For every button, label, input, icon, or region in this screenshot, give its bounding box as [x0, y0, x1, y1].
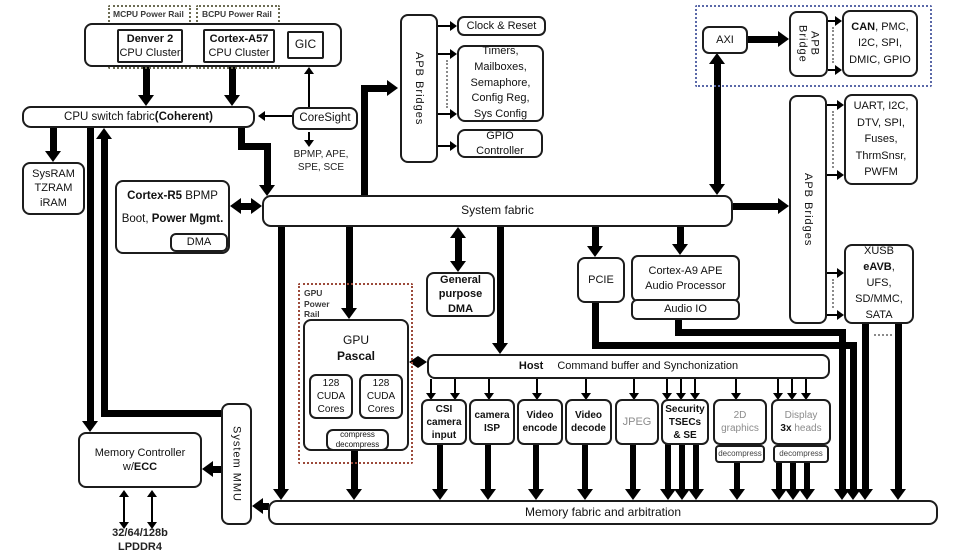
cuda-line: 128 — [372, 378, 390, 389]
host-block — [427, 354, 830, 379]
timers-line: Mailboxes, — [474, 60, 527, 73]
arrowhead — [688, 489, 704, 500]
line-apbright-fan — [827, 272, 837, 274]
line-venc-to-memfabric — [533, 444, 539, 490]
apb-bridge-line: Bridge — [796, 25, 809, 63]
line-host-to-engine — [633, 379, 635, 394]
system-mmu-label: System MMU — [230, 426, 243, 502]
line-sysfabric-to-host — [497, 227, 504, 345]
g2d-line: graphics — [721, 423, 759, 434]
gpu-rail-line: Power — [304, 298, 330, 309]
arrowhead — [837, 100, 844, 110]
sec-line: & SE — [673, 429, 697, 441]
line-host-to-engine — [735, 379, 737, 394]
cuda-cores-block — [359, 374, 403, 419]
pcie-block — [577, 257, 625, 303]
cuda-cores-block — [309, 374, 353, 419]
bcpu-power-rail-label: BCPU Power Rail — [202, 9, 272, 19]
apb-bridge-topright-label — [796, 25, 820, 63]
cuda-line: Cores — [367, 404, 395, 415]
vdec-line: decode — [570, 423, 606, 434]
uart-line: PWFM — [864, 166, 898, 179]
line-cpufabric-to-sysfabric — [264, 143, 271, 187]
arrowhead — [528, 489, 544, 500]
g2d-line: 2D — [733, 410, 747, 421]
display-decompress-block — [773, 445, 829, 463]
isp-line: camera — [474, 410, 510, 421]
dotted-separator — [874, 334, 892, 336]
gpu-arch: Pascal — [336, 348, 376, 363]
line-vdec-to-memfabric — [582, 444, 588, 490]
video-decode-block — [565, 399, 612, 445]
can-line — [851, 19, 908, 36]
line-jpeg-to-memfabric — [630, 444, 636, 490]
clock-reset-label: Clock & Reset — [466, 19, 537, 32]
display-3x-bold: 3x — [780, 423, 792, 434]
line-apbtop-fan — [438, 25, 450, 27]
line-pcie-route — [850, 342, 857, 490]
uart-line: Fuses, — [864, 133, 898, 146]
timers-line: Timers, — [482, 44, 519, 57]
coresight-block — [292, 107, 358, 130]
arrowhead — [799, 489, 815, 500]
arrowhead — [837, 268, 844, 278]
timers-block — [457, 45, 544, 122]
display-line: Display — [784, 410, 818, 421]
line-gpdma-sysfabric — [455, 236, 462, 263]
line-coresight-left — [264, 115, 292, 117]
sysram-line: iRAM — [40, 196, 67, 209]
xusb-line: XUSB — [864, 245, 894, 258]
line-host-to-engine — [430, 379, 432, 394]
arrowhead — [418, 356, 427, 368]
line-host-to-engine — [694, 379, 696, 394]
g2d-decompress-block — [715, 445, 765, 463]
xusb-rest: , — [891, 261, 895, 274]
line-apbright-fan — [827, 174, 837, 176]
line-apbright-fan — [827, 314, 837, 316]
venc-line: encode — [522, 423, 558, 434]
line-sec-to-memfabric — [693, 444, 699, 490]
arrowhead — [450, 21, 457, 31]
security-block — [661, 399, 709, 445]
audio-io-label: Audio IO — [664, 303, 707, 316]
apb-bridge-line: APB — [808, 31, 821, 57]
gpio-line: Controller — [476, 144, 524, 157]
arrowhead — [251, 198, 262, 214]
memory-fabric-label: Memory fabric and arbitration — [524, 504, 682, 519]
line-host-to-engine — [680, 379, 682, 394]
line-cpufabric-to-sysram — [50, 128, 57, 153]
line-display-to-memfabric — [804, 463, 810, 490]
csi-line: camera — [426, 416, 462, 428]
gpdma-line: purpose — [438, 288, 483, 301]
line-xusb-to-memfabric — [895, 324, 902, 490]
mc-line: Memory Controller — [94, 446, 186, 459]
line-sysfabric-to-memfabric — [278, 227, 285, 490]
gpu-compress-block — [326, 429, 389, 451]
arrowhead — [577, 489, 593, 500]
line-sec-to-memfabric — [679, 444, 685, 490]
a57-name: Cortex-A57 — [209, 32, 269, 45]
cuda-line: Cores — [317, 404, 345, 415]
can-rest: , PMC, — [875, 20, 909, 33]
line-sysfabric-to-apbtop — [361, 85, 390, 92]
line-host-to-engine — [585, 379, 587, 394]
dma-label: DMA — [186, 236, 212, 249]
arrowhead — [890, 489, 906, 500]
arrowhead — [304, 140, 314, 147]
cpu-fabric-label: CPU switch fabric — [64, 110, 155, 123]
line-apbright-fan — [827, 104, 837, 106]
timers-line: Semaphore, — [470, 76, 531, 89]
memory-fabric — [268, 500, 938, 525]
bpmp-sub-bold: Power Mgmt. — [151, 212, 224, 225]
arrowhead — [432, 489, 448, 500]
arrowhead — [224, 95, 240, 106]
decompress-label: decompress — [779, 449, 823, 459]
cpu-fabric-label-bold: (Coherent) — [154, 110, 213, 123]
bpmp-sub-rest: Boot, — [121, 212, 152, 225]
cuda-line: CUDA — [316, 391, 346, 402]
timers-line: Sys Config — [473, 108, 528, 121]
video-encode-block — [517, 399, 563, 445]
line-host-to-engine — [488, 379, 490, 394]
arrowhead — [729, 489, 745, 500]
uart-line: DTV, SPI, — [857, 116, 905, 129]
line-2d-to-memfabric — [734, 463, 740, 490]
cpu-switch-fabric — [22, 106, 255, 128]
line-apbtop-fan — [438, 53, 450, 55]
line-mmu-to-cpufabric-h — [101, 410, 221, 417]
memory-controller-block — [78, 432, 202, 488]
apb-bridges-right-label: APB Bridges — [802, 172, 815, 247]
arrowhead — [834, 489, 850, 500]
system-fabric-label: System fabric — [461, 203, 534, 218]
gpu-power-rail-label — [304, 288, 330, 320]
gpu-rail-line: GPU — [304, 288, 323, 298]
xusb-line: SD/MMC, — [855, 292, 903, 305]
display-heads-rest: heads — [791, 423, 822, 434]
line-audio-route — [839, 329, 846, 490]
bpmp-title-rest: BPMP — [182, 190, 218, 202]
compress-line: decompress — [335, 440, 380, 449]
axi-label: AXI — [716, 33, 734, 46]
line-display-to-memfabric — [776, 463, 782, 490]
system-fabric — [262, 195, 733, 227]
cuda-line: CUDA — [366, 391, 396, 402]
ape-line: Cortex-A9 APE — [648, 265, 723, 278]
xusb-line: UFS, — [866, 277, 892, 290]
xusb-bold: eAVB — [863, 261, 892, 274]
gic-block — [287, 31, 324, 59]
gpu-name: GPU — [342, 333, 369, 347]
line-pcie-route — [592, 342, 857, 349]
gpdma-line: General — [440, 274, 481, 287]
sec-line: TSECs — [668, 416, 702, 428]
arrowhead — [709, 184, 725, 195]
arrowhead — [450, 49, 457, 59]
host-label-bold: Host — [518, 360, 544, 373]
line-sysfabric-to-apbtop — [361, 85, 368, 195]
line-host-to-engine — [454, 379, 456, 394]
arrowhead — [837, 170, 844, 180]
gpio-controller-block — [457, 129, 543, 158]
line-display-to-memfabric — [790, 463, 796, 490]
uart-line: ThrmSnsr, — [855, 149, 907, 162]
decompress-label: decompress — [718, 449, 762, 459]
arrowhead — [480, 489, 496, 500]
can-line: DMIC, GPIO — [849, 53, 911, 66]
arrowhead — [346, 489, 362, 500]
cuda-line: 128 — [322, 378, 340, 389]
xusb-line: SATA — [865, 308, 893, 321]
graphics-2d-block — [713, 399, 767, 445]
arrowhead — [492, 343, 508, 354]
axi-block — [702, 26, 748, 54]
gic-label: GIC — [294, 37, 317, 52]
gp-dma-block — [426, 272, 495, 317]
sysram-line: TZRAM — [34, 182, 73, 195]
xusb-block — [844, 244, 914, 324]
display-line — [780, 422, 821, 435]
sysram-line: SysRAM — [32, 168, 75, 181]
jpeg-label: JPEG — [622, 415, 652, 428]
sysram-block — [22, 162, 85, 215]
denver-name: Denver 2 — [126, 32, 174, 45]
arrowhead — [450, 109, 457, 119]
lpddr-line: LPDDR4 — [117, 540, 162, 553]
line-host-to-engine — [536, 379, 538, 394]
a57-sub: CPU Cluster — [208, 47, 270, 59]
gpio-line: GPIO — [486, 130, 514, 143]
csi-line: input — [431, 429, 457, 441]
bpmp-dma-block — [170, 233, 228, 252]
dotted-separator — [446, 60, 448, 108]
line-mmu-to-cpufabric — [101, 136, 108, 417]
line-audio-route — [675, 329, 846, 336]
line-apbtop-fan — [438, 113, 450, 115]
bpmp-title — [127, 189, 218, 204]
apb-bridges-right — [789, 95, 827, 324]
line-coresight-up — [308, 73, 310, 107]
isp-line: ISP — [483, 423, 501, 434]
dotted-separator — [832, 279, 834, 308]
line-apbtop-fan — [438, 145, 450, 147]
apb-bridges-top — [400, 14, 438, 163]
arrowhead — [837, 310, 844, 320]
apb-bridges-top-label: APB Bridges — [413, 51, 426, 126]
coresight-note — [283, 149, 359, 174]
arrowhead — [857, 489, 873, 500]
coresight-label: CoreSight — [299, 112, 351, 125]
system-mmu-block — [221, 403, 252, 525]
gpdma-line: DMA — [447, 302, 474, 315]
host-label: Command buffer and Synchonization — [557, 360, 739, 373]
line-isp-to-memfabric — [485, 444, 491, 490]
arrowhead — [45, 151, 61, 162]
timers-line: Config Reg, — [471, 92, 530, 105]
can-bold: CAN — [851, 20, 876, 33]
line-mc-ddr — [123, 496, 125, 524]
csi-camera-input-block — [421, 399, 467, 445]
arrowhead — [387, 80, 398, 96]
line-mc-ddr — [151, 496, 153, 524]
camera-isp-block — [469, 399, 515, 445]
bpmp-subtitle — [122, 212, 224, 227]
compress-line: compress — [340, 430, 375, 440]
line-host-to-engine — [666, 379, 668, 394]
arrowhead — [273, 489, 289, 500]
display-heads-block — [771, 399, 831, 445]
mcpu-power-rail-label: MCPU Power Rail — [113, 9, 184, 19]
bpmp-title-bold: Cortex-R5 — [127, 190, 183, 202]
arrowhead — [625, 489, 641, 500]
line-csi-to-memfabric — [437, 444, 443, 490]
lpddr-label — [95, 527, 185, 555]
denver-cpu-cluster-block — [117, 29, 183, 63]
ape-block — [631, 255, 740, 302]
apb-bridge-topright — [789, 11, 828, 77]
arrowhead — [82, 421, 98, 432]
arrowhead — [450, 141, 457, 151]
vdec-line: Video — [574, 410, 603, 421]
can-periph-block — [842, 10, 918, 77]
arrowhead — [778, 198, 789, 214]
mc-ecc-bold: ECC — [133, 461, 158, 473]
line-host-to-engine — [791, 379, 793, 394]
line-cpufabric-to-memctrl — [87, 128, 94, 424]
lpddr-line: 32/64/128b — [112, 527, 168, 539]
dotted-separator — [832, 111, 834, 168]
arrowhead — [672, 244, 688, 255]
sec-line: Security — [665, 403, 705, 415]
pcie-label: PCIE — [588, 273, 614, 286]
a57-cpu-cluster-block — [203, 29, 275, 63]
uart-periph-block — [844, 94, 918, 185]
jpeg-block — [615, 399, 659, 445]
line-host-to-engine — [777, 379, 779, 394]
coresight-note-line: BPMP, APE, — [293, 149, 349, 160]
mc-ecc-rest: w/ — [122, 461, 134, 473]
mc-line — [123, 460, 157, 474]
audio-io-block — [631, 299, 740, 320]
line-xusb-to-memfabric — [862, 324, 869, 490]
line-host-to-engine — [805, 379, 807, 394]
ape-line: Audio Processor — [645, 279, 726, 292]
can-line: I2C, SPI, — [857, 37, 903, 50]
coresight-note-line: SPE, SCE — [297, 161, 345, 173]
xusb-line — [863, 260, 895, 276]
venc-line: Video — [526, 410, 554, 421]
uart-line: UART, I2C, — [853, 100, 909, 113]
clock-reset-block — [457, 16, 546, 36]
gpu-rail-line: Rail — [304, 309, 320, 320]
csi-line: CSI — [435, 403, 453, 415]
arrowhead — [138, 95, 154, 106]
arrowhead — [587, 246, 603, 257]
line-sysfabric-to-apbright — [733, 203, 780, 210]
line-sec-to-memfabric — [665, 444, 671, 490]
denver-sub: CPU Cluster — [119, 47, 181, 59]
arrowhead — [450, 261, 466, 272]
